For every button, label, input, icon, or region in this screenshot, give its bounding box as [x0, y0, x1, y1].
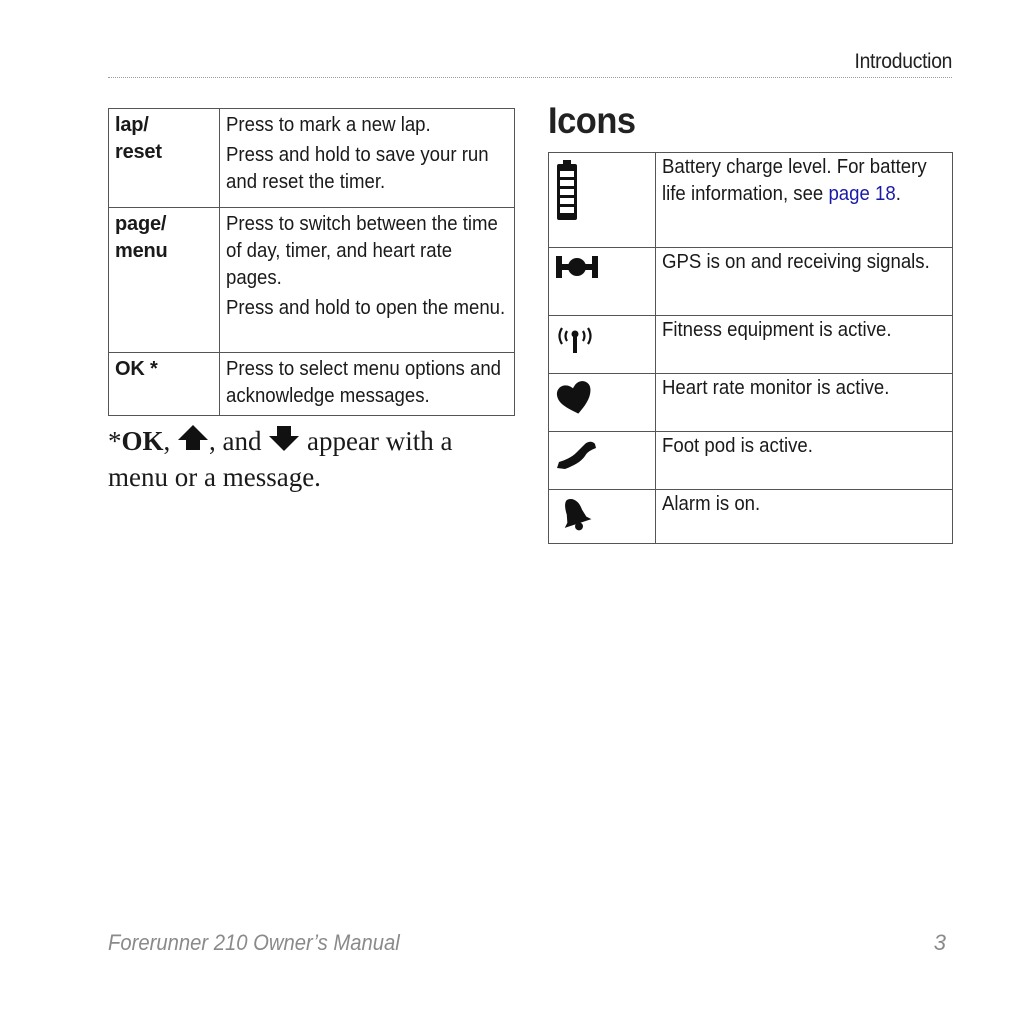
- icon-cell: [549, 374, 656, 432]
- manual-title: Forerunner 210 Owner’s Manual: [108, 930, 400, 955]
- table-row: [109, 208, 515, 353]
- description-line: Press and hold to save your run and reset the timer.: [226, 144, 489, 193]
- footnote-ok: OK: [121, 426, 164, 456]
- icon-description-text: Fitness equipment is active.: [662, 319, 892, 341]
- icon-description-text: Foot pod is active.: [662, 435, 813, 457]
- page-link[interactable]: page 18: [828, 183, 896, 205]
- heart-icon: [555, 380, 651, 416]
- icon-cell: [549, 248, 656, 316]
- description-line: Press to select menu options and acknowledge messages.: [226, 358, 502, 407]
- table-row: [549, 248, 953, 316]
- icon-description-text: Battery charge level. For battery life information, see: [662, 156, 927, 205]
- table-row: [549, 153, 953, 248]
- footnote-prefix: *: [108, 426, 122, 456]
- icon-description: [656, 490, 953, 544]
- icon-cell: [549, 153, 656, 248]
- key-description: [220, 353, 515, 416]
- footnote: [108, 424, 518, 494]
- icon-description: [656, 248, 953, 316]
- section-title: Introduction: [854, 50, 952, 73]
- shoe-icon: [555, 438, 651, 472]
- key-name-page-menu: [109, 208, 220, 353]
- down-arrow-icon: [268, 424, 300, 460]
- key-description: [220, 208, 515, 353]
- up-arrow-icon: [177, 424, 209, 460]
- icon-description: [656, 153, 953, 248]
- icon-description: [656, 432, 953, 490]
- description-line: Press to switch between the time of day, timer, and heart rate pages.: [226, 213, 498, 289]
- fitness-equipment-icon: [555, 322, 651, 354]
- description-line: Press and hold to open the menu.: [226, 297, 506, 319]
- icon-description: [656, 316, 953, 374]
- key-name-lap-reset: [109, 109, 220, 208]
- table-row: [549, 432, 953, 490]
- icons-table: [548, 152, 953, 544]
- key-label: lap/ reset: [115, 114, 162, 163]
- icon-cell: [549, 432, 656, 490]
- button-functions-table: [108, 108, 515, 416]
- battery-icon: [555, 159, 651, 221]
- icon-description-after: .: [895, 183, 901, 205]
- footnote-middle: , and: [209, 426, 262, 456]
- alarm-bell-icon: [555, 496, 651, 532]
- key-description: [220, 109, 515, 208]
- table-row: [549, 490, 953, 544]
- icon-description-text: Heart rate monitor is active.: [662, 377, 890, 399]
- icon-description-text: GPS is on and receiving signals.: [662, 251, 930, 273]
- key-label: OK *: [115, 358, 158, 380]
- gps-satellite-icon: [555, 254, 651, 280]
- page-number: 3: [933, 930, 946, 955]
- table-row: [109, 109, 515, 208]
- footnote-comma: ,: [163, 426, 171, 456]
- icon-description-text: Alarm is on.: [662, 493, 761, 515]
- icon-description: [656, 374, 953, 432]
- key-label: page/ menu: [115, 213, 168, 262]
- icons-heading: Icons: [548, 100, 636, 141]
- footnote-suffix: appear with a menu or a message.: [108, 426, 453, 492]
- icon-cell: [549, 490, 656, 544]
- table-row: [109, 353, 515, 416]
- header-divider: [108, 77, 952, 78]
- description-line: Press to mark a new lap.: [226, 114, 431, 136]
- table-row: [549, 316, 953, 374]
- key-name-ok: [109, 353, 220, 416]
- table-row: [549, 374, 953, 432]
- icon-cell: [549, 316, 656, 374]
